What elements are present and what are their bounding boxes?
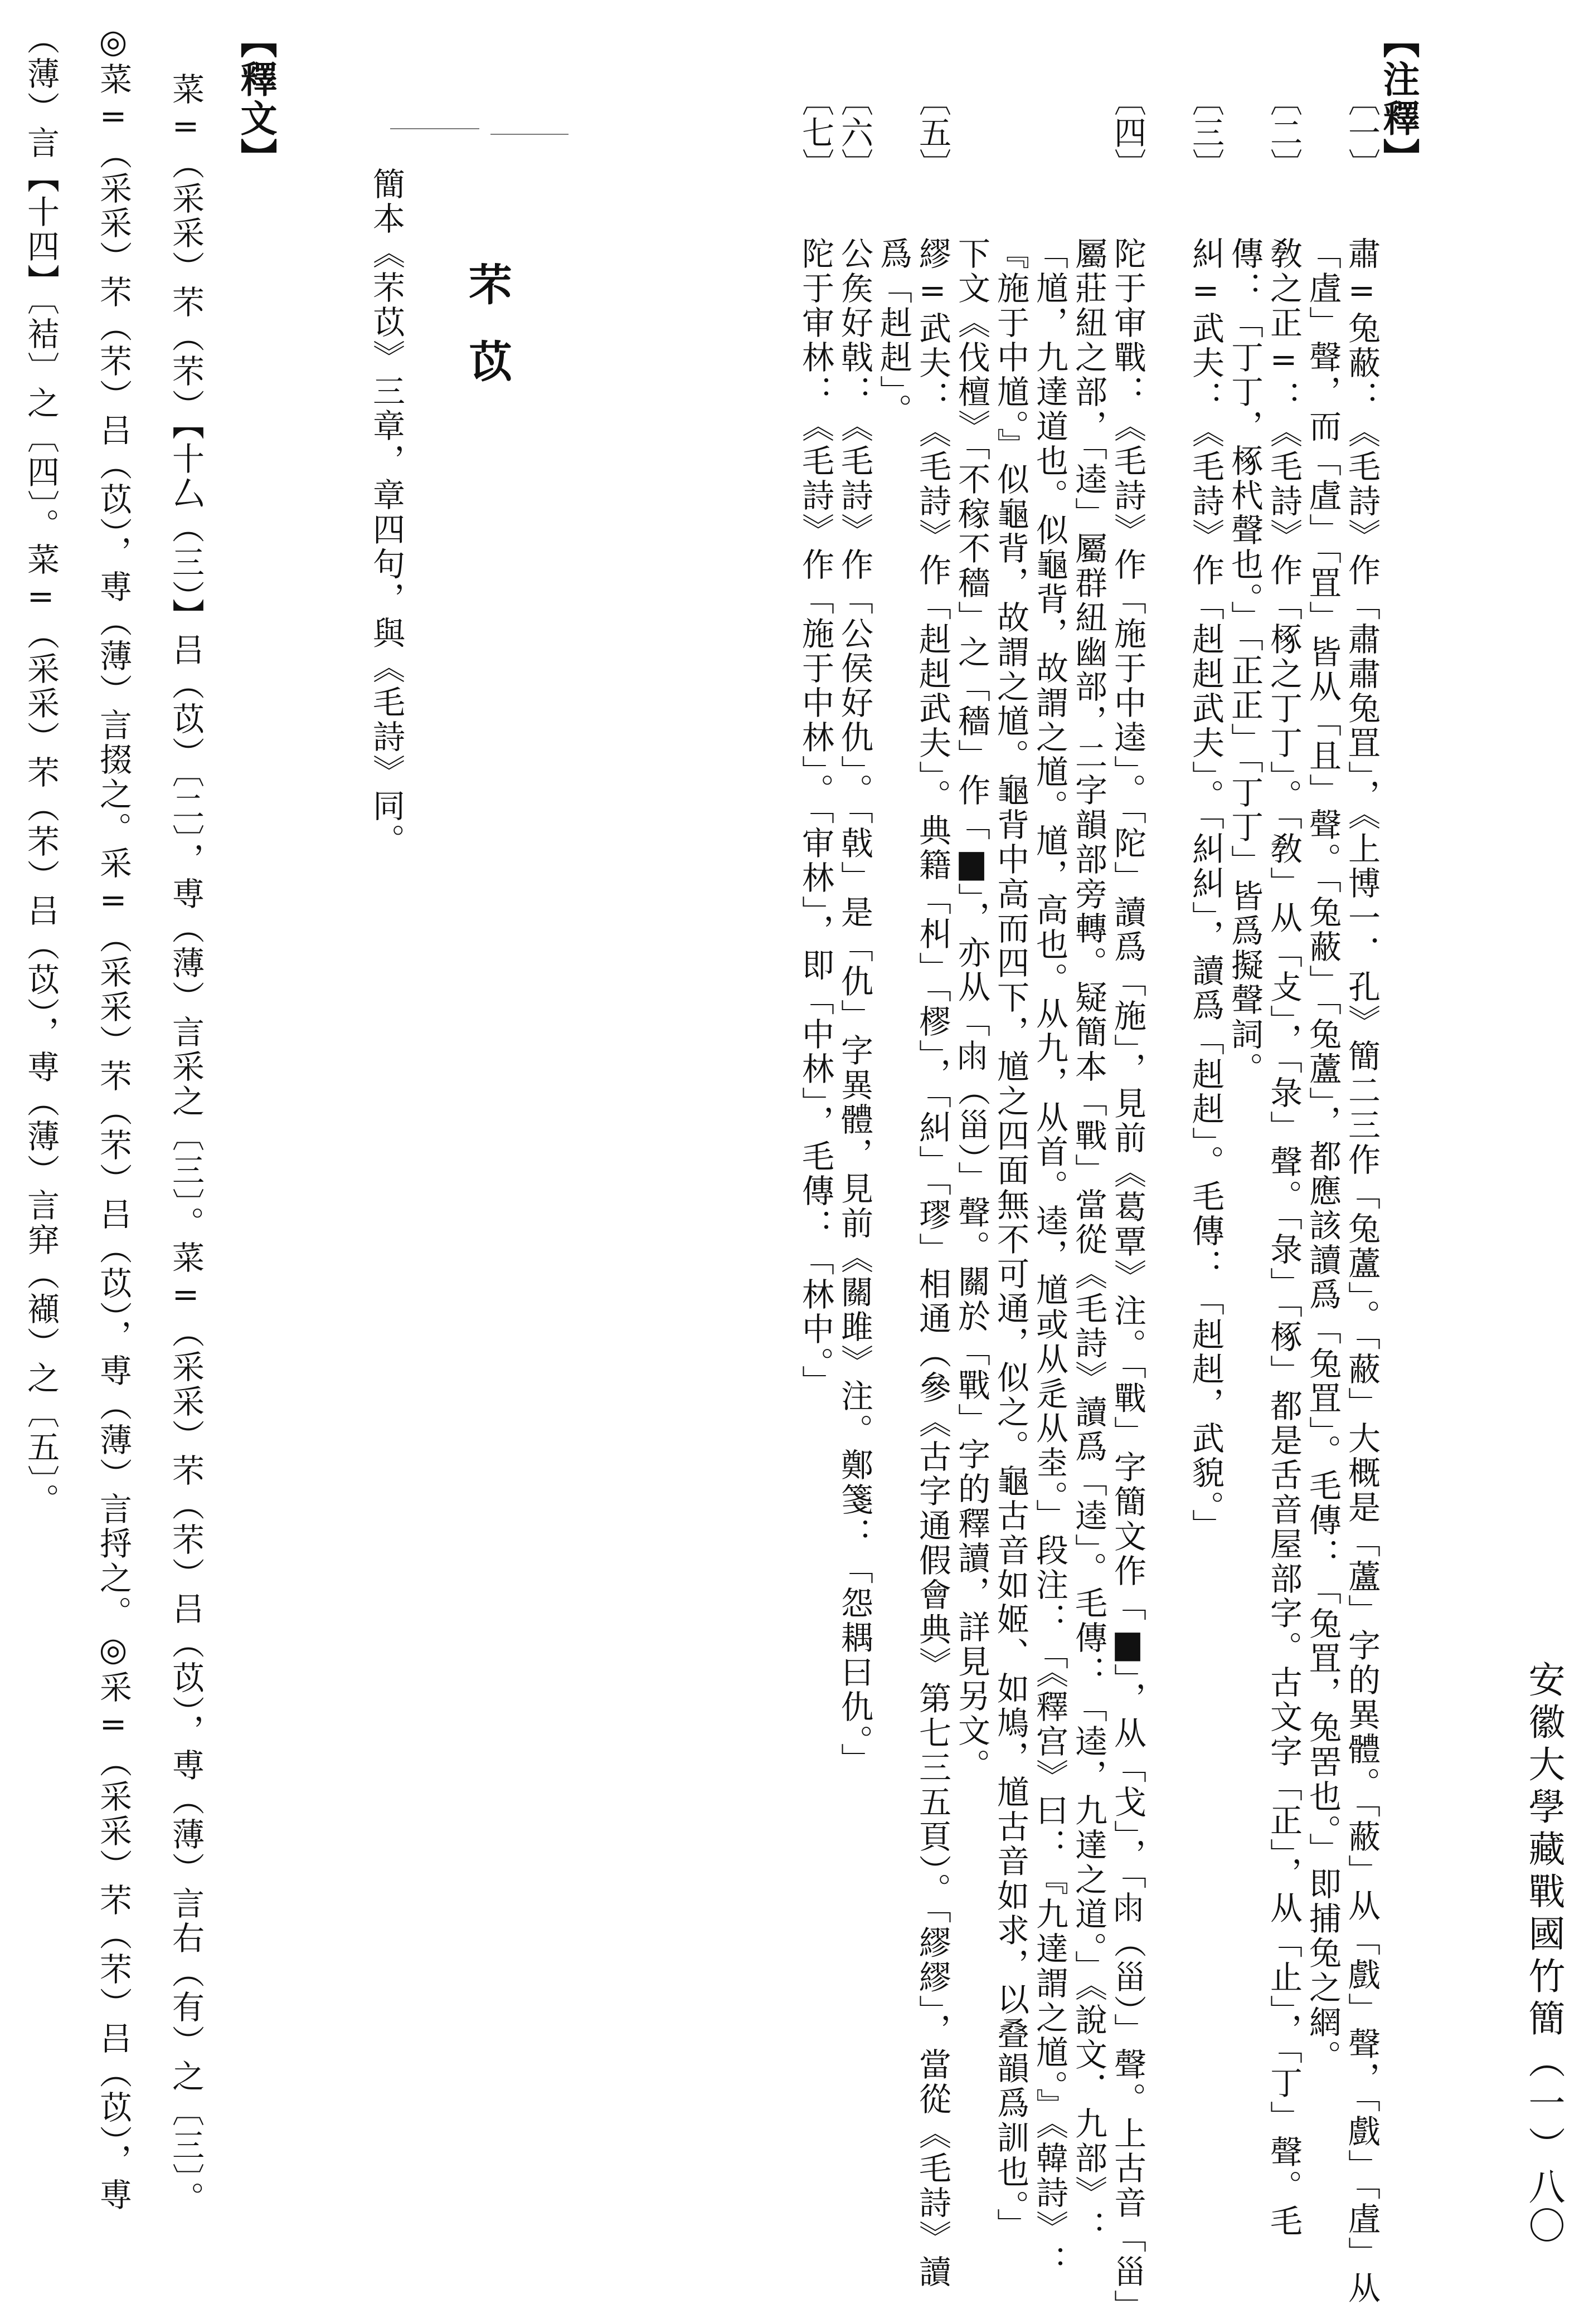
- translation-line: ◎菜=（采采）芣（芣）吕（苡），尃（薄）言掇之。采=（采采）芣（芣）吕（苡），尃（薄）言捋之。◎采=（采采）芣（芣）吕（苡），尃: [94, 22, 132, 2213]
- note-number: 〔一〕: [1343, 84, 1381, 181]
- note-line: 肅=兔蔽：《毛詩》作「肅肅兔罝」，《上博一．孔》簡二三作「兔蘆」。「蔽」大概是「蘆」字的異體。「蔽」从「戲」聲，「戲」「虘」从: [1343, 237, 1381, 2306]
- note-number: 〔七〕: [796, 84, 834, 181]
- note-line: 繆=武夫：《毛詩》作「赳赳武夫」。典籍「朻」「樛」，「糾」「璆」相通（參《古字通假會典》第七三五頁）。「繆繆」，當從《毛詩》讀: [914, 237, 951, 2289]
- notes-heading: 【注釋】: [1377, 21, 1420, 177]
- book-title: 安徽大學藏戰國竹簡（一）: [1522, 1660, 1565, 2169]
- note-line: 糾=武夫：《毛詩》作「赳赳武夫」。「糾糾」，讀爲「赳赳」。毛傳：「赳赳，武貌。」: [1187, 237, 1225, 1543]
- decorative-dash: [490, 134, 569, 135]
- note-number: 〔四〕: [1109, 84, 1146, 181]
- note-line: 敎之正=：《毛詩》作「椓之丁丁」。「敎」从「攴」，「彔」聲。「彔」「椓」都是舌音屋部字。古文字「正」，从「止」，「丁」聲。毛: [1265, 237, 1303, 2239]
- poem-title: 芣苡: [461, 262, 512, 416]
- note-line: 「馗，九達道也。似龜背，故謂之馗。馗，高也。从九，从首。逵，馗或从辵从坴。」段注：「《釋宫》曰：『九達謂之馗。』《韓詩》：: [1031, 237, 1068, 2279]
- note-line: 『施于中馗。』似龜背，故謂之馗。龜背中高而四下，馗之四面無不可通，似之。龜古音如姬、如鳩，馗古音如求，以叠韻爲訓也。」: [992, 237, 1029, 2243]
- translation-line: （薄）言【十四】〔袺〕之〔四〕。菜=（采采）芣（芣）吕（苡），尃（薄）言穽（襭）之〔五〕。: [22, 22, 60, 1518]
- poem-summary: 簡本《芣苡》三章，章四句，與《毛詩》同。: [367, 167, 405, 858]
- note-line: 公矦好戟：《毛詩》作「公侯好仇」。「戟」是「仇」字異體，見前《關雎》注。鄭箋：「怨耦曰仇。」: [835, 237, 873, 1777]
- note-number: 〔六〕: [835, 84, 873, 181]
- note-line: 下文《伐檀》「不稼不穡」之「穡」作「▆」，亦从「𠕒（甾）」聲。關於「戰」字的釋讀，詳見另文。: [953, 237, 990, 1783]
- note-number: 〔五〕: [914, 84, 951, 181]
- note-line: 屬莊紐之部，「逵」屬群紐幽部，二字韻部旁轉。疑簡本「戰」當從《毛詩》讀爲「逵」。毛傳：「逵，九達之道。」《說文．九部》：: [1070, 237, 1107, 2245]
- translation-line: 菜=（采采）芣（芣）【十厶（三）】吕（苡）〔二〕，尃（薄）言采之〔三〕。菜=（采采）芣（芣）吕（苡），尃（薄）言右（有）之〔三〕。: [167, 72, 205, 2216]
- note-line: 陀于审戰：《毛詩》作「施于中逵」。「陀」讀爲「施」，見前《葛覃》注。「戰」字簡文作「▆」，从「戈」，「𠕒（甾）」聲。上古音「甾」: [1109, 237, 1146, 2324]
- translation-heading: 【釋文】: [234, 21, 278, 177]
- note-line: 爲「赳赳」。: [874, 237, 912, 428]
- note-line: 「虘」聲，而「虘」「罝」皆从「且」聲。「兔蔽」「兔蘆」，都應該讀爲「兔罝」。毛傳：「兔罝，兔罟也。」即捕兔之網。: [1304, 237, 1342, 2074]
- decorative-dash: [390, 128, 479, 129]
- note-number: 〔三〕: [1187, 84, 1225, 181]
- note-line: 陀于审林：《毛詩》作「施于中林」。「审林」，即「中林」，毛傳：「林中。」: [796, 237, 834, 1400]
- note-number: 〔二〕: [1265, 84, 1303, 181]
- note-line: 傳：「丁丁，椓杙聲也。」「正正」「丁丁」皆爲擬聲詞。: [1226, 237, 1264, 1087]
- page-number: 八〇: [1522, 2167, 1565, 2245]
